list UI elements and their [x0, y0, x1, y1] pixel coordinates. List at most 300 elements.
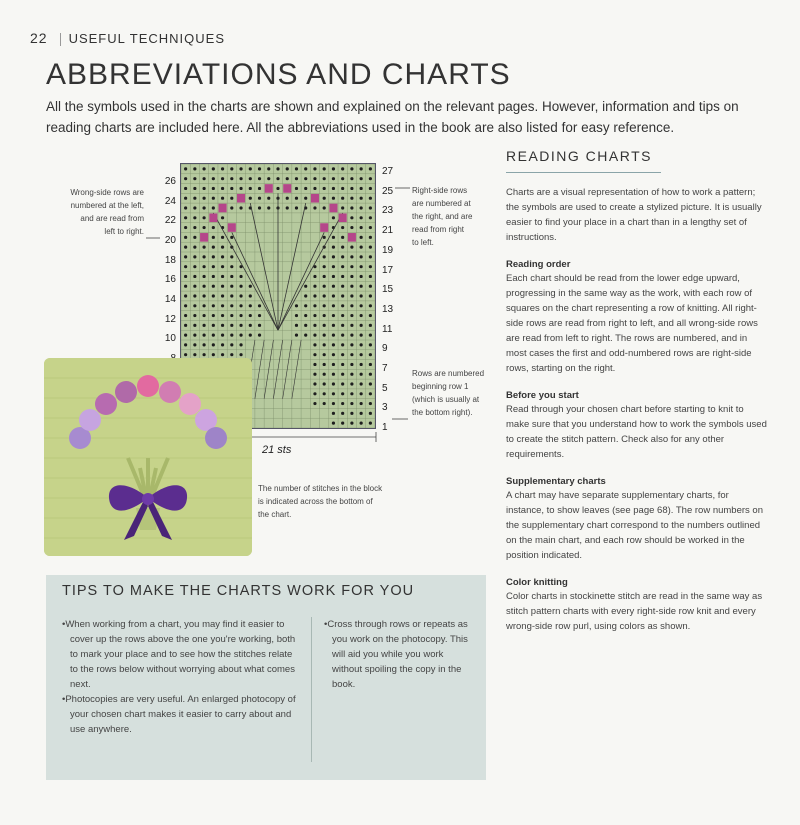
purl-dot [341, 363, 344, 366]
knitted-block-photo [44, 358, 252, 556]
purl-dot [212, 206, 215, 209]
purl-dot [360, 363, 363, 366]
purl-dot [332, 275, 335, 278]
purl-dot [360, 275, 363, 278]
purl-dot [360, 177, 363, 180]
purl-dot [313, 324, 316, 327]
row-number-right: 23 [382, 205, 394, 217]
purl-dot [212, 246, 215, 249]
purl-dot [350, 275, 353, 278]
purl-dot [184, 324, 187, 327]
purl-dot [369, 402, 372, 405]
purl-dot [341, 422, 344, 425]
purl-dot [203, 324, 206, 327]
purl-dot [360, 324, 363, 327]
purl-dot [313, 304, 316, 307]
purl-dot [184, 167, 187, 170]
bobble [115, 381, 137, 403]
purl-dot [332, 402, 335, 405]
flower-basket-illustration [44, 358, 252, 556]
purl-dot [221, 353, 224, 356]
purl-dot [193, 304, 196, 307]
purl-dot [258, 334, 261, 337]
purl-dot [295, 334, 298, 337]
purl-dot [267, 197, 270, 200]
purl-dot [332, 334, 335, 337]
purl-dot [332, 177, 335, 180]
purl-dot [369, 353, 372, 356]
purl-dot [332, 353, 335, 356]
purl-dot [258, 167, 261, 170]
purl-dot [369, 285, 372, 288]
row-number-left: 12 [164, 313, 176, 325]
purl-dot [350, 314, 353, 317]
purl-dot [203, 255, 206, 258]
purl-dot [193, 353, 196, 356]
purl-dot [258, 187, 261, 190]
purl-dot [323, 382, 326, 385]
purl-dot [212, 197, 215, 200]
anno-line: to left. [412, 238, 434, 247]
purl-dot [230, 255, 233, 258]
purl-dot [249, 177, 252, 180]
anno-line: are numbered at [412, 199, 471, 208]
purl-dot [313, 177, 316, 180]
purl-dot [350, 246, 353, 249]
page-number: 22 [30, 30, 48, 46]
purl-dot [360, 343, 363, 346]
intro-paragraph: All the symbols used in the charts are shown and explained on the relevant pages. However, information and tips on reading charts are included here. All the abbreviations used in the book are also listed for easy reference. [46, 99, 739, 135]
purl-dot [341, 324, 344, 327]
purl-dot [184, 343, 187, 346]
purl-dot [212, 255, 215, 258]
purl-dot [360, 236, 363, 239]
purl-dot [221, 334, 224, 337]
bobble-cell [200, 233, 208, 242]
section-supplementary-charts [506, 476, 768, 563]
purl-dot [193, 285, 196, 288]
row-number-left: 20 [164, 234, 176, 246]
purl-dot [369, 412, 372, 415]
purl-dot [276, 187, 279, 190]
purl-dot [230, 236, 233, 239]
purl-dot [323, 177, 326, 180]
purl-dot [295, 167, 298, 170]
purl-dot [221, 285, 224, 288]
purl-dot [341, 187, 344, 190]
purl-dot [221, 236, 224, 239]
purl-dot [341, 177, 344, 180]
section-heading: Reading order [506, 259, 571, 270]
purl-dot [193, 167, 196, 170]
purl-dot [203, 246, 206, 249]
purl-dot [323, 334, 326, 337]
purl-dot [184, 236, 187, 239]
purl-dot [295, 304, 298, 307]
purl-dot [184, 255, 187, 258]
purl-dot [350, 382, 353, 385]
purl-dot [184, 314, 187, 317]
purl-dot [323, 187, 326, 190]
row-number-right: 5 [382, 382, 388, 394]
purl-dot [184, 304, 187, 307]
purl-dot [332, 343, 335, 346]
purl-dot [313, 285, 316, 288]
purl-dot [360, 246, 363, 249]
bobble-cell [329, 204, 337, 213]
purl-dot [193, 187, 196, 190]
tips-box [46, 575, 486, 780]
purl-dot [193, 343, 196, 346]
purl-dot [184, 197, 187, 200]
purl-dot [341, 236, 344, 239]
bobble-cell [219, 204, 227, 213]
purl-dot [323, 275, 326, 278]
purl-dot [313, 206, 316, 209]
purl-dot [249, 187, 252, 190]
purl-dot [332, 265, 335, 268]
purl-dot [193, 255, 196, 258]
purl-dot [239, 343, 242, 346]
purl-dot [323, 373, 326, 376]
purl-dot [221, 197, 224, 200]
purl-dot [341, 402, 344, 405]
purl-dot [350, 265, 353, 268]
purl-dot [212, 167, 215, 170]
purl-dot [230, 304, 233, 307]
purl-dot [360, 353, 363, 356]
purl-dot [193, 206, 196, 209]
purl-dot [360, 334, 363, 337]
purl-dot [313, 314, 316, 317]
purl-dot [221, 187, 224, 190]
purl-dot [221, 294, 224, 297]
purl-dot [184, 353, 187, 356]
purl-dot [332, 382, 335, 385]
purl-dot [360, 216, 363, 219]
purl-dot [341, 197, 344, 200]
purl-dot [203, 304, 206, 307]
purl-dot [341, 304, 344, 307]
purl-dot [323, 167, 326, 170]
anno-line: (which is usually at [412, 395, 480, 404]
purl-dot [360, 265, 363, 268]
purl-dot [230, 294, 233, 297]
purl-dot [341, 294, 344, 297]
purl-dot [184, 294, 187, 297]
purl-dot [212, 236, 215, 239]
purl-dot [323, 265, 326, 268]
purl-dot [369, 422, 372, 425]
purl-dot [230, 324, 233, 327]
purl-dot [323, 353, 326, 356]
purl-dot [350, 206, 353, 209]
purl-dot [369, 275, 372, 278]
purl-dot [193, 294, 196, 297]
section-heading: Before you start [506, 390, 579, 401]
purl-dot [323, 206, 326, 209]
purl-dot [239, 304, 242, 307]
purl-dot [369, 392, 372, 395]
tips-right-column [324, 617, 474, 692]
purl-dot [332, 422, 335, 425]
purl-dot [350, 392, 353, 395]
purl-dot [212, 353, 215, 356]
purl-dot [350, 353, 353, 356]
anno-line: The number of stitches in the block [258, 484, 383, 493]
anno-line: the bottom right). [412, 408, 473, 417]
purl-dot [350, 226, 353, 229]
purl-dot [360, 255, 363, 258]
purl-dot [286, 177, 289, 180]
purl-dot [193, 314, 196, 317]
section-reading-order [506, 259, 768, 376]
purl-dot [239, 206, 242, 209]
purl-dot [249, 294, 252, 297]
anno-line: and are read from [80, 214, 144, 223]
purl-dot [341, 265, 344, 268]
purl-dot [203, 314, 206, 317]
row-number-right: 25 [382, 185, 394, 197]
purl-dot [203, 177, 206, 180]
purl-dot [369, 265, 372, 268]
purl-dot [350, 334, 353, 337]
purl-dot [332, 236, 335, 239]
purl-dot [295, 314, 298, 317]
purl-dot [221, 216, 224, 219]
annotation-row-numbering [412, 367, 502, 419]
purl-dot [203, 216, 206, 219]
purl-dot [184, 275, 187, 278]
purl-dot [369, 304, 372, 307]
purl-dot [184, 216, 187, 219]
row-number-right: 19 [382, 244, 394, 256]
purl-dot [369, 294, 372, 297]
purl-dot [323, 392, 326, 395]
bobble-cell [348, 233, 356, 242]
purl-dot [304, 197, 307, 200]
row-number-right: 21 [382, 225, 394, 237]
purl-dot [360, 402, 363, 405]
anno-line: Wrong-side rows are [70, 188, 144, 197]
purl-dot [230, 187, 233, 190]
purl-dot [249, 324, 252, 327]
purl-dot [286, 206, 289, 209]
purl-dot [184, 226, 187, 229]
purl-dot [304, 167, 307, 170]
purl-dot [332, 167, 335, 170]
purl-dot [212, 334, 215, 337]
purl-dot [313, 363, 316, 366]
purl-dot [249, 285, 252, 288]
section-before-you-start [506, 390, 768, 462]
purl-dot [341, 373, 344, 376]
purl-dot [369, 373, 372, 376]
purl-dot [313, 382, 316, 385]
anno-line: the right, and are [412, 212, 473, 221]
purl-dot [369, 246, 372, 249]
purl-dot [313, 353, 316, 356]
purl-dot [239, 177, 242, 180]
purl-dot [360, 382, 363, 385]
purl-dot [313, 343, 316, 346]
purl-dot [267, 167, 270, 170]
bobble-cell [265, 184, 273, 193]
bobble [159, 381, 181, 403]
purl-dot [221, 167, 224, 170]
purl-dot [304, 334, 307, 337]
purl-dot [350, 373, 353, 376]
purl-dot [184, 177, 187, 180]
purl-dot [350, 255, 353, 258]
purl-dot [230, 353, 233, 356]
purl-dot [341, 285, 344, 288]
purl-dot [323, 314, 326, 317]
section-text: Each chart should be read from the lower edge upward, progressing in the same way as the work, with each row of squares on the chart representing a row of knitting. All right-side rows are read from right to left, and all wrong-side rows are read from left to right. The rows are numbered, and in most cases the first and odd-numbered rows are right-side rows, starting on the right. [506, 273, 758, 374]
purl-dot [258, 206, 261, 209]
purl-dot [350, 324, 353, 327]
running-header [30, 30, 225, 46]
row-number-left: 18 [164, 254, 176, 266]
purl-dot [304, 324, 307, 327]
purl-dot [332, 294, 335, 297]
purl-dot [203, 187, 206, 190]
purl-dot [212, 343, 215, 346]
purl-dot [323, 324, 326, 327]
purl-dot [341, 314, 344, 317]
purl-dot [323, 294, 326, 297]
purl-dot [212, 324, 215, 327]
purl-dot [184, 334, 187, 337]
purl-dot [295, 197, 298, 200]
purl-dot [341, 343, 344, 346]
purl-dot [184, 265, 187, 268]
purl-dot [369, 177, 372, 180]
purl-dot [350, 216, 353, 219]
purl-dot [276, 167, 279, 170]
bobble-cell [209, 213, 217, 222]
purl-dot [239, 294, 242, 297]
purl-dot [341, 353, 344, 356]
purl-dot [360, 167, 363, 170]
purl-dot [360, 285, 363, 288]
purl-dot [249, 304, 252, 307]
bobble-cell [320, 223, 328, 232]
purl-dot [360, 294, 363, 297]
purl-dot [295, 177, 298, 180]
purl-dot [193, 216, 196, 219]
anno-line: beginning row 1 [412, 382, 469, 391]
purl-dot [184, 285, 187, 288]
purl-dot [203, 294, 206, 297]
purl-dot [369, 216, 372, 219]
purl-dot [230, 206, 233, 209]
purl-dot [313, 392, 316, 395]
purl-dot [193, 226, 196, 229]
purl-dot [193, 324, 196, 327]
purl-dot [258, 324, 261, 327]
purl-dot [369, 382, 372, 385]
row-number-right: 3 [382, 402, 388, 414]
purl-dot [369, 206, 372, 209]
purl-dot [221, 304, 224, 307]
purl-dot [230, 177, 233, 180]
header-divider [60, 33, 61, 46]
purl-dot [239, 334, 242, 337]
purl-dot [193, 265, 196, 268]
section-heading: Color knitting [506, 577, 568, 588]
purl-dot [276, 177, 279, 180]
purl-dot [230, 285, 233, 288]
section-heading: Supplementary charts [506, 476, 606, 487]
purl-dot [341, 412, 344, 415]
purl-dot [341, 246, 344, 249]
purl-dot [267, 206, 270, 209]
purl-dot [313, 167, 316, 170]
bobble-cell [237, 194, 245, 203]
purl-dot [323, 197, 326, 200]
section-color-knitting [506, 577, 768, 634]
purl-dot [332, 285, 335, 288]
row-number-right: 27 [382, 166, 394, 177]
purl-dot [332, 216, 335, 219]
row-number-right: 17 [382, 264, 394, 276]
purl-dot [323, 255, 326, 258]
purl-dot [258, 314, 261, 317]
anno-line: is indicated across the bottom of [258, 497, 373, 506]
section-name: USEFUL TECHNIQUES [68, 31, 225, 46]
purl-dot [323, 363, 326, 366]
purl-dot [203, 275, 206, 278]
purl-dot [203, 285, 206, 288]
purl-dot [369, 197, 372, 200]
purl-dot [332, 412, 335, 415]
purl-dot [295, 324, 298, 327]
bobble [95, 393, 117, 415]
bobble-cell [311, 194, 319, 203]
bobble-cell [228, 223, 236, 232]
purl-dot [360, 206, 363, 209]
purl-dot [369, 167, 372, 170]
reading-charts-column [506, 148, 768, 634]
purl-dot [313, 275, 316, 278]
purl-dot [323, 343, 326, 346]
purl-dot [239, 353, 242, 356]
purl-dot [221, 275, 224, 278]
purl-dot [184, 206, 187, 209]
purl-dot [350, 285, 353, 288]
purl-dot [230, 197, 233, 200]
purl-dot [203, 226, 206, 229]
purl-dot [203, 206, 206, 209]
purl-dot [258, 197, 261, 200]
purl-dot [221, 246, 224, 249]
purl-dot [230, 314, 233, 317]
row-number-right: 9 [382, 343, 388, 355]
purl-dot [341, 226, 344, 229]
purl-dot [230, 167, 233, 170]
purl-dot [203, 265, 206, 268]
purl-dot [304, 304, 307, 307]
purl-dot [323, 236, 326, 239]
purl-dot [341, 275, 344, 278]
purl-dot [369, 236, 372, 239]
purl-dot [332, 304, 335, 307]
purl-dot [230, 334, 233, 337]
purl-dot [350, 363, 353, 366]
purl-dot [369, 324, 372, 327]
purl-dot [369, 187, 372, 190]
